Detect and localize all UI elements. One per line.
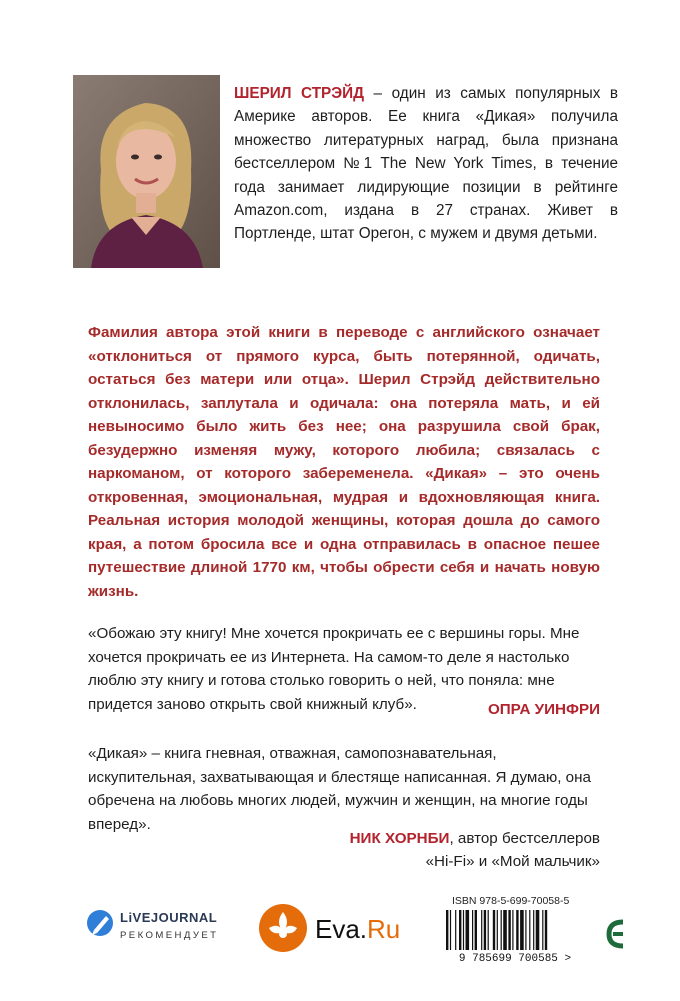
barcode-bar	[503, 910, 507, 950]
barcode-bar	[536, 910, 540, 950]
barcode-bar	[466, 910, 470, 950]
review-author-2-note: , автор бестселлеров	[449, 830, 600, 847]
review-quote-2: «Дикая» – книга гневная, отважная, самопознавательная, искупительная, захватывающая и блестяще написанная. Я думаю, она обречена на любовь многих людей, мужчин и женщин, на многие годы вперед».	[88, 745, 591, 833]
barcode-bar	[488, 910, 489, 950]
eva-wordmark-ru: Ru	[367, 914, 401, 944]
livejournal-logo	[86, 903, 236, 953]
publisher-logo-icon	[605, 916, 627, 952]
eva-logo	[257, 900, 407, 955]
author-bio	[234, 82, 618, 246]
livejournal-title: LiVEJOURNAL	[120, 910, 218, 925]
author-bio-text: – один из самых популярных в Америке авторов. Ее книга «Дикая» получила множество литературных наград, была признана бестселлером №1 The New York Times, в течение года занимает лидирующие позиции в рейтинге Amazon.com, издана в 27 странах. Живет в Портленде, штат Орегон, с мужем и двумя детьми.	[234, 85, 618, 243]
barcode-bar	[475, 910, 477, 950]
barcode-bar	[493, 910, 495, 950]
barcode-bar	[533, 910, 534, 950]
book-synopsis: Фамилия автора этой книги в переводе с английского означает «отклониться от прямого курса, быть потерянной, одичать, остаться без матери или отца». Шерил Стрэйд действительно отклонилась, заплутала и одичала: она потеряла мать, и ей невыносимо было жить без нее; она разрушила свой брак, безудержно изменяя мужу, которого любила; связалась с наркоманом, от которого забеременела. «Дикая» – это очень откровенная, эмоциональная, мудрая и вдохновляющая книга. Реальная история молодой женщины, которая дошла до самого края, а потом бросила все и одна отправилась в опасное пешее путешествие длиной 1770 км, чтобы обрести себя и начать новую жизнь.	[88, 324, 600, 600]
barcode-bar	[484, 910, 486, 950]
barcode-bar	[463, 910, 464, 950]
barcode	[440, 908, 590, 963]
isbn-label: ISBN 978-5-699-70058-5	[452, 895, 570, 907]
barcode-bar	[459, 910, 461, 950]
barcode-bar	[542, 910, 543, 950]
eva-wordmark	[315, 914, 400, 945]
barcode-bar	[450, 910, 451, 950]
eva-flower-icon	[257, 902, 309, 954]
barcode-bar	[512, 910, 513, 950]
author-portrait-image	[73, 75, 220, 268]
barcode-bar	[472, 910, 473, 950]
review-author-2	[350, 827, 600, 873]
barcode-bars	[446, 910, 547, 950]
eva-wordmark-main: Eva.	[315, 914, 368, 944]
barcode-bar	[520, 910, 524, 950]
review-quote-1: «Обожаю эту книгу! Мне хочется прокричать ее с вершины горы. Мне хочется прокричать ее из Интернета. На самом-то деле я настолько люблю эту книгу и готова столько говорить о ней, что поняла: мне придется заново открыть свой книжный клуб».	[88, 625, 580, 713]
barcode-digits: 9 785699 700585 >	[458, 953, 572, 963]
barcode-bar	[525, 910, 526, 950]
barcode-bar	[508, 910, 510, 950]
barcode-bar	[501, 910, 502, 950]
review-author-2-name: НИК ХОРНБИ	[349, 830, 450, 847]
barcode-bar	[481, 910, 482, 950]
review-author-1: ОПРА УИНФРИ	[487, 701, 600, 718]
pencil-icon	[86, 907, 116, 943]
author-name: ШЕРИЛ СТРЭЙД	[234, 85, 365, 102]
livejournal-subtitle: РЕКОМЕНДУЕТ	[120, 930, 219, 941]
barcode-bar	[497, 910, 498, 950]
barcode-bar	[529, 910, 530, 950]
author-photo	[73, 75, 220, 268]
review-author-2-books: «Hi-Fi» и «Мой мальчик»	[425, 853, 600, 870]
barcode-bar	[446, 910, 448, 950]
barcode-bar	[516, 910, 518, 950]
barcode-bar	[455, 910, 456, 950]
barcode-bar	[545, 910, 547, 950]
